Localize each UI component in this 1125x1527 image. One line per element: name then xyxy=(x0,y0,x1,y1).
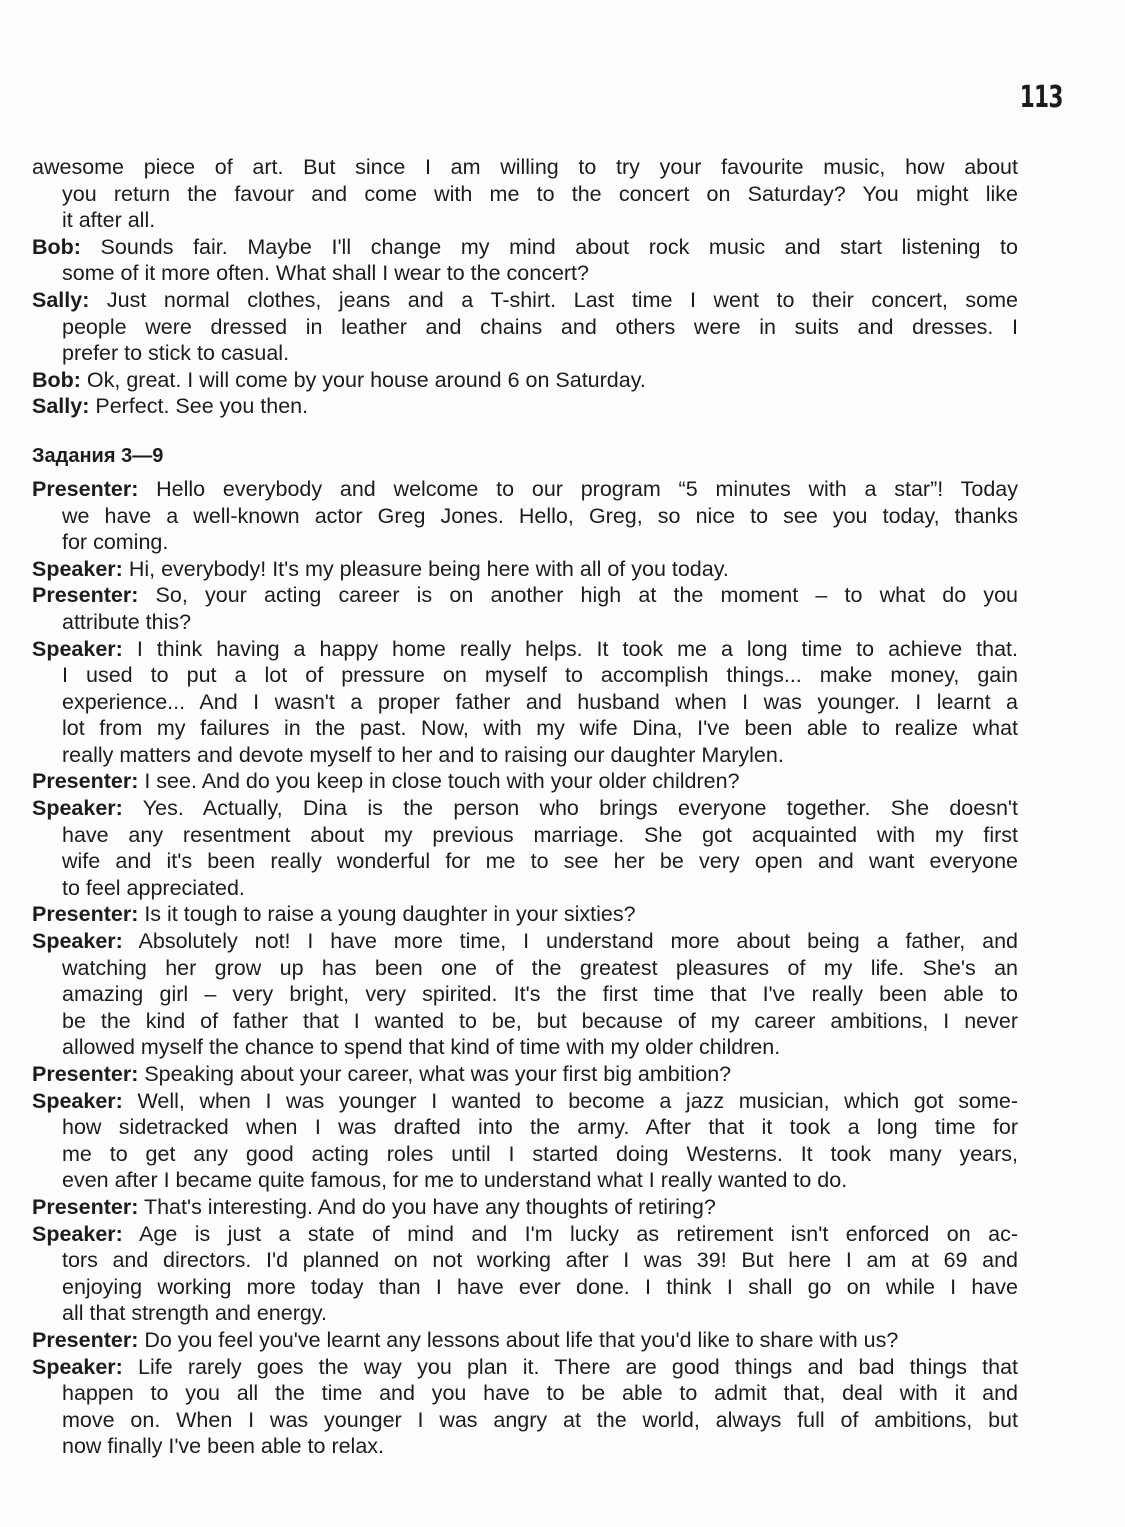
line-text: Is it tough to raise a young daughter in your sixties? xyxy=(138,902,636,927)
dialogue-line xyxy=(32,234,1018,261)
dialogue-line xyxy=(32,1088,1018,1115)
line-text: enjoying working more today than I have ever done. I think I shall go on while I have xyxy=(62,1274,1018,1299)
dialogue-line xyxy=(32,875,1018,902)
dialogue-line xyxy=(32,1274,1018,1301)
speaker-label: Speaker: xyxy=(32,1354,123,1379)
dialogue-line xyxy=(32,742,1018,769)
line-text: lot from my failures in the past. Now, with my wife Dina, I've been able to realize what xyxy=(62,716,1018,741)
top-dialogue xyxy=(32,154,1018,420)
dialogue-line xyxy=(32,287,1018,314)
dialogue-line xyxy=(32,1380,1018,1407)
speaker-label: Speaker: xyxy=(32,929,123,954)
dialogue-turn xyxy=(32,901,1018,928)
line-text: it after all. xyxy=(62,208,156,233)
dialogue-line xyxy=(32,822,1018,849)
line-text: you return the favour and come with me to the concert on Saturday? You might like xyxy=(62,181,1018,206)
section-heading: Задания 3—9 xyxy=(32,444,164,467)
line-text: wife and it's been really wonderful for me to see her be very open and want everyone xyxy=(62,849,1018,874)
dialogue-line xyxy=(32,529,1018,556)
line-text: tors and directors. I'd planned on not working after I was 39! But here I am at 69 and xyxy=(62,1248,1018,1273)
line-text: be the kind of father that I wanted to be, but because of my career ambitions, I never xyxy=(62,1008,1018,1033)
page-content xyxy=(32,154,1018,1460)
line-text: have any resentment about my previous marriage. She got acquainted with my first xyxy=(62,822,1018,847)
line-text: experience... And I wasn't a proper father and husband when I was younger. I learnt a xyxy=(62,689,1018,714)
dialogue-turn xyxy=(32,795,1018,901)
line-text: allowed myself the chance to spend that kind of time with my older children. xyxy=(62,1035,781,1060)
dialogue-turn xyxy=(32,636,1018,769)
speaker-label: Speaker: xyxy=(32,796,123,821)
line-text: I used to put a lot of pressure on myself to accomplish things... make money, gain xyxy=(62,663,1018,688)
line-text: for coming. xyxy=(62,530,169,555)
dialogue-line xyxy=(32,1221,1018,1248)
dialogue-line xyxy=(32,476,1018,503)
line-text: Sounds fair. Maybe I'll change my mind about rock music and start listening to xyxy=(80,234,1018,259)
dialogue-line xyxy=(32,848,1018,875)
dialogue-line xyxy=(32,636,1018,663)
line-text: attribute this? xyxy=(62,609,192,634)
speaker-label: Speaker: xyxy=(32,1221,123,1246)
speaker-label: Speaker: xyxy=(32,556,123,581)
dialogue-turn xyxy=(32,1088,1018,1194)
dialogue-line xyxy=(32,367,1018,394)
line-text: Perfect. See you then. xyxy=(89,394,309,419)
dialogue-line xyxy=(32,795,1018,822)
section-gap xyxy=(32,420,1018,436)
dialogue-turn xyxy=(32,287,1018,367)
line-text: watching her grow up has been one of the greatest pleasures of my life. She's an xyxy=(62,955,1018,980)
line-text: some of it more often. What shall I wear to the concert? xyxy=(62,261,589,286)
line-text: move on. When I was younger I was angry at the world, always full of ambitions, but xyxy=(62,1407,1018,1432)
line-text: Life rarely goes the way you plan it. There are good things and bad things that xyxy=(122,1354,1018,1379)
line-text: happen to you all the time and you have to be able to admit that, deal with it and xyxy=(62,1381,1018,1406)
dialogue-line xyxy=(32,1008,1018,1035)
dialogue-line xyxy=(32,582,1018,609)
dialogue-turn xyxy=(32,556,1018,583)
dialogue-line xyxy=(32,1114,1018,1141)
dialogue-line xyxy=(32,1354,1018,1381)
dialogue-line xyxy=(32,689,1018,716)
line-text: Age is just a state of mind and I'm lucky as retirement isn't enforced on ac- xyxy=(122,1221,1018,1246)
dialogue-line xyxy=(32,715,1018,742)
line-text: Hi, everybody! It's my pleasure being here with all of you today. xyxy=(122,556,729,581)
dialogue-turn xyxy=(32,476,1018,556)
line-text: we have a well-known actor Greg Jones. Hello, Greg, so nice to see you today, thanks xyxy=(62,503,1018,528)
line-text: Just normal clothes, jeans and a T-shirt. Last time I went to their concert, some xyxy=(89,287,1018,312)
speaker-label: Bob: xyxy=(32,234,81,259)
line-text: Ok, great. I will come by your house around 6 on Saturday. xyxy=(80,367,646,392)
dialogue-line xyxy=(32,154,1018,181)
dialogue-turn xyxy=(32,1327,1018,1354)
dialogue-line xyxy=(32,981,1018,1008)
line-text: I think having a happy home really helps. It took me a long time to achieve that. xyxy=(122,636,1018,661)
line-text: So, your acting career is on another high at the moment – to what do you xyxy=(138,583,1018,608)
dialogue-line xyxy=(32,1247,1018,1274)
line-text: even after I became quite famous, for me to understand what I really wanted to do. xyxy=(62,1168,848,1193)
speaker-label: Speaker: xyxy=(32,636,123,661)
dialogue-line xyxy=(32,1433,1018,1460)
dialogue-turn xyxy=(32,154,1018,234)
speaker-label: Presenter: xyxy=(32,1327,139,1352)
dialogue-turn xyxy=(32,1221,1018,1327)
dialogue-line xyxy=(32,556,1018,583)
dialogue-turn xyxy=(32,582,1018,635)
dialogue-turn xyxy=(32,1061,1018,1088)
dialogue-line xyxy=(32,1034,1018,1061)
dialogue-line xyxy=(32,1141,1018,1168)
dialogue-line xyxy=(32,955,1018,982)
line-text: to feel appreciated. xyxy=(62,875,245,900)
line-text: people were dressed in leather and chains and others were in suits and dresses. I xyxy=(62,314,1018,339)
line-text: all that strength and energy. xyxy=(62,1301,327,1326)
dialogue-line xyxy=(32,260,1018,287)
speaker-label: Sally: xyxy=(32,394,90,419)
line-text: Well, when I was younger I wanted to become a jazz musician, which got some- xyxy=(122,1088,1018,1113)
dialogue-line xyxy=(32,928,1018,955)
speaker-label: Speaker: xyxy=(32,1088,123,1113)
line-text: prefer to stick to casual. xyxy=(62,341,290,366)
line-text: awesome piece of art. But since I am willing to try your favourite music, how about xyxy=(32,155,1018,179)
line-text: amazing girl – very bright, very spirited. It's the first time that I've really been able to xyxy=(62,982,1018,1007)
dialogue-turn xyxy=(32,393,1018,420)
dialogue-line xyxy=(32,901,1018,928)
dialogue-line xyxy=(32,1300,1018,1327)
dialogue-line xyxy=(32,1061,1018,1088)
speaker-label: Presenter: xyxy=(32,1194,139,1219)
dialogue-line xyxy=(32,314,1018,341)
dialogue-line xyxy=(32,662,1018,689)
line-text: Absolutely not! I have more time, I understand more about being a father, and xyxy=(122,929,1018,954)
line-text: Speaking about your career, what was your first big ambition? xyxy=(138,1062,732,1086)
dialogue-line xyxy=(32,503,1018,530)
line-text: Hello everybody and welcome to our program “5 minutes with a star”! Today xyxy=(138,476,1018,501)
line-text: now finally I've been able to relax. xyxy=(62,1434,385,1459)
dialogue-turn xyxy=(32,1354,1018,1460)
line-text: That's interesting. And do you have any thoughts of retiring? xyxy=(138,1194,716,1219)
dialogue-turn xyxy=(32,928,1018,1061)
dialogue-line xyxy=(32,1407,1018,1434)
line-text: Yes. Actually, Dina is the person who brings everyone together. She doesn't xyxy=(122,796,1018,821)
line-text: Do you feel you've learnt any lessons about life that you'd like to share with us? xyxy=(138,1327,899,1352)
line-text: really matters and devote myself to her and to raising our daughter Marylen. xyxy=(62,742,784,767)
dialogue-turn xyxy=(32,367,1018,394)
dialogue-line xyxy=(32,1327,1018,1354)
speaker-label: Presenter: xyxy=(32,583,139,608)
dialogue-line xyxy=(32,340,1018,367)
dialogue-line xyxy=(32,768,1018,795)
speaker-label: Presenter: xyxy=(32,476,139,501)
line-text: me to get any good acting roles until I started doing Westerns. It took many years, xyxy=(62,1141,1018,1166)
interview-dialogue xyxy=(32,476,1018,1460)
speaker-label: Bob: xyxy=(32,367,81,392)
speaker-label: Presenter: xyxy=(32,902,139,927)
dialogue-turn xyxy=(32,1194,1018,1221)
speaker-label: Presenter: xyxy=(32,769,139,794)
dialogue-line xyxy=(32,393,1018,420)
dialogue-turn xyxy=(32,768,1018,795)
dialogue-line xyxy=(32,181,1018,208)
line-text: I see. And do you keep in close touch with your older children? xyxy=(138,769,740,794)
dialogue-line xyxy=(32,1167,1018,1194)
dialogue-line xyxy=(32,1194,1018,1221)
dialogue-turn xyxy=(32,234,1018,287)
dialogue-line xyxy=(32,609,1018,636)
dialogue-line xyxy=(32,207,1018,234)
speaker-label: Presenter: xyxy=(32,1062,139,1086)
line-text: how sidetracked when I was drafted into the army. After that it took a long time for xyxy=(62,1115,1018,1140)
speaker-label: Sally: xyxy=(32,287,90,312)
page-number: 113 xyxy=(1020,80,1063,115)
